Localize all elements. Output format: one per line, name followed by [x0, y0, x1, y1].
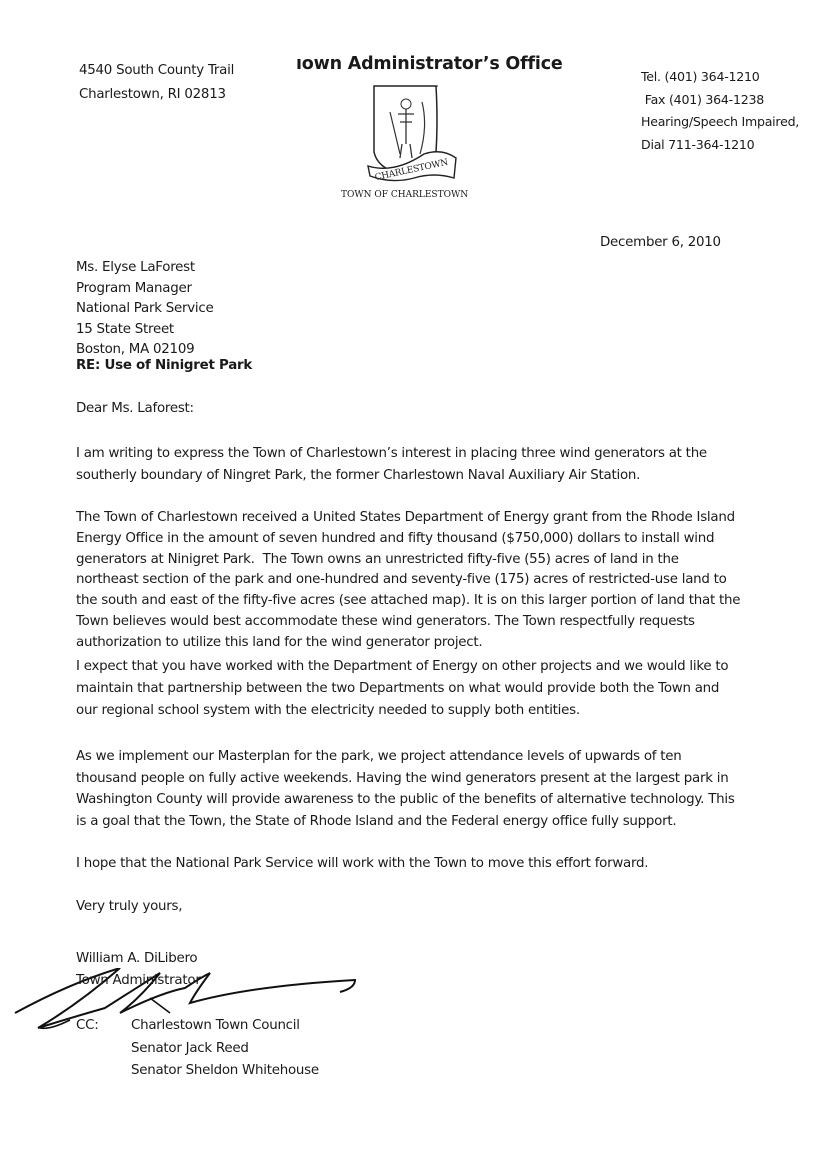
text-line: is a goal that the Town, the State of Rhode Island and the Federal energy office fully support. [76, 813, 677, 829]
text-line: I am writing to express the Town of Charlestown’s interest in placing three wind generators at the [76, 446, 707, 461]
contact-line: Fax (401) 364-1238 [641, 91, 765, 107]
text-line: As we implement our Masterplan for the park, we project attendance levels of upwards of ten [76, 749, 682, 764]
recipient-line: 15 State Street [76, 321, 174, 337]
paragraph-1 [76, 443, 707, 486]
contact-line: Dial 711-364-1210 [641, 136, 755, 152]
text-line: Washington County will provide awareness to the public of the benefits of alternative technology. This [76, 792, 735, 807]
letter-date: December 6, 2010 [600, 235, 721, 250]
town-name: TOWN OF CHARLESTOWN [341, 190, 469, 200]
contact-line: Hearing/Speech Impaired, [641, 114, 800, 129]
text-line: the south and east of the fifty-five acres (see attached map). It is on this larger portion of land that the [76, 593, 741, 609]
subject-line: RE: Use of Ninigret Park [76, 358, 253, 373]
paragraph-3 [76, 656, 728, 722]
text-line: thousand people on fully active weekends. Having the wind generators present at the largest park in [76, 770, 729, 786]
recipient-line: National Park Service [76, 301, 214, 316]
cc-recipient: Senator Sheldon Whitehouse [131, 1063, 319, 1078]
recipient-address [76, 258, 214, 361]
recipient-line: Ms. Elyse LaForest [76, 260, 195, 275]
text-line: maintain that partnership between the two Departments on what would provide both the Town and [76, 681, 720, 696]
cc-recipient: Senator Jack Reed [131, 1040, 249, 1056]
signer-title: Town Administrator [76, 972, 201, 988]
text-line: I expect that you have worked with the Department of Energy on other projects and we would like to [76, 659, 729, 674]
signer-name: William A. DiLibero [76, 951, 198, 966]
text-line: Town believes would best accommodate these wind generators. The Town respectfully requests [76, 613, 695, 629]
text-line: northeast section of the park and one-hundred and seventy-five (175) acres of restricted-use land to [76, 572, 727, 588]
closing: Very truly yours, [76, 899, 183, 914]
text-line: southerly boundary of Ningret Park, the former Charlestown Naval Auxiliary Air Station. [76, 467, 641, 483]
recipient-line: Boston, MA 02109 [76, 342, 195, 357]
text-line: generators at Ninigret Park. The Town owns an unrestricted fifty-five (55) acres of land in the [76, 551, 679, 567]
paragraph-5: I hope that the National Park Service will work with the Town to move this effort forward. [76, 856, 649, 871]
contact-info [641, 66, 799, 156]
office-title: ıown Administrator’s Office [296, 54, 563, 74]
contact-line: Tel. (401) 364-1210 [641, 69, 760, 84]
address-line: Charlestown, RI 02813 [79, 87, 226, 102]
sender-address [79, 59, 234, 107]
town-seal-logo [364, 82, 460, 186]
salutation: Dear Ms. Laforest: [76, 401, 194, 416]
paragraph-2 [76, 508, 740, 654]
text-line: our regional school system with the electricity needed to supply both entities. [76, 703, 580, 718]
cc-label: CC: [76, 1018, 99, 1033]
text-line: Energy Office in the amount of seven hundred and fifty thousand ($750,000) dollars to install wind [76, 530, 715, 546]
seal-text: CHARLESTOWN [374, 157, 449, 184]
paragraph-4 [76, 746, 735, 832]
address-line: 4540 South County Trail [79, 63, 235, 78]
text-line: The Town of Charlestown received a United States Department of Energy grant from the Rhode Island [76, 510, 735, 525]
signer-block [76, 948, 201, 991]
text-line: authorization to utilize this land for the wind generator project. [76, 634, 483, 650]
recipient-line: Program Manager [76, 280, 192, 296]
cc-recipient: Charlestown Town Council [131, 1018, 300, 1033]
